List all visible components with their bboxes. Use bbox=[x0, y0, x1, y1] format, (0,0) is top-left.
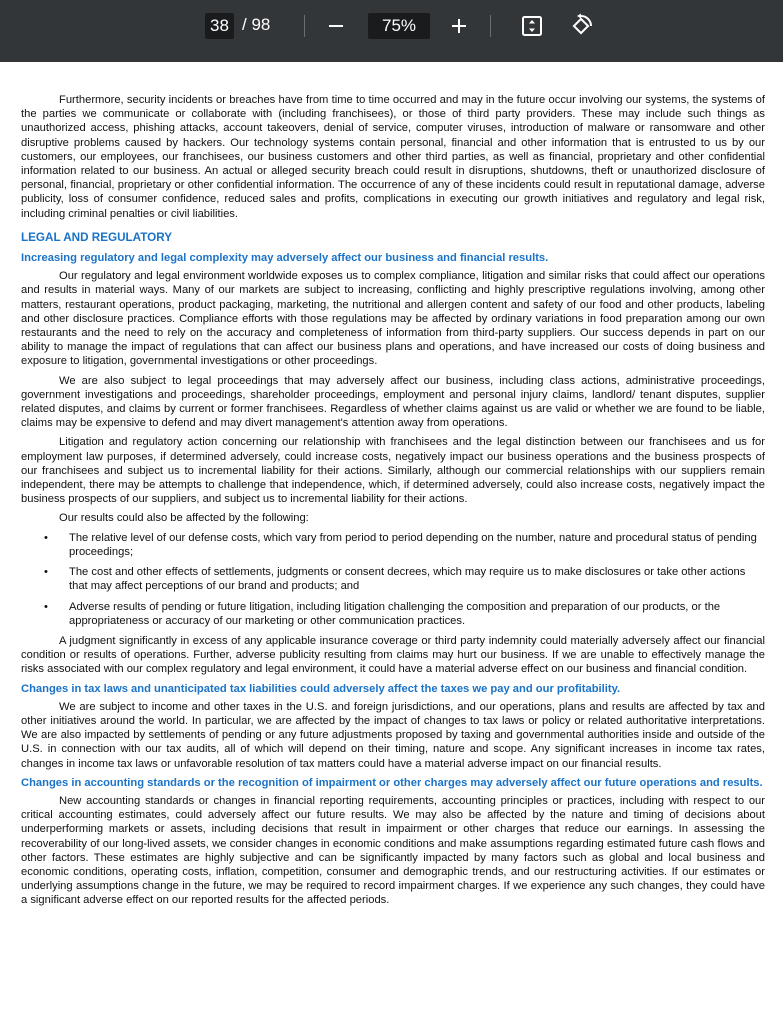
zoom-in-button[interactable] bbox=[447, 14, 471, 38]
paragraph: Our regulatory and legal environment worldwide exposes us to complex compliance, litigation and similar risks that could affect our operations and results in material ways. Many of our markets are subject to increasing, conflicting and highly prescriptive regulations involving, among other matters, restaurant operations, product packaging, marketing, the nutritional and allergen content and safety of our food and other products, labeling and other disclosure practices. Compliance efforts with those regulations may be affected by ordinary variations in food preparation among our own restaurants and the need to rely on the accuracy and completeness of information from third-party suppliers. Our success depends in part on our ability to manage the impact of regulations that can affect our business plans and operations, and have increased our costs of doing business and exposure to litigation, governmental investigations or other proceedings. bbox=[21, 270, 765, 368]
rotate-icon bbox=[568, 13, 594, 39]
toolbar-divider bbox=[490, 15, 491, 37]
subsection-heading: Increasing regulatory and legal complexity may adversely affect our business and financial results. bbox=[21, 252, 549, 265]
paragraph: We are also subject to legal proceedings that may adversely affect our business, including class actions, administrative proceedings, government investigations and proceedings, shareholder proceedings, employment and personal injury claims, landlord/ tenant disputes, supplier related disputes, and claims by current or former franchisees. Regardless of whether claims against us are valid or whether we are found to be liable, claims may be expensive to defend and may divert management's attention away from operations. bbox=[21, 374, 765, 430]
rotate-button[interactable] bbox=[568, 13, 594, 39]
bullet-text: Adverse results of pending or future litigation, including litigation challenging the composition and preparation of our products, or the appropriateness or accuracy of our marketing or other communication practices. bbox=[69, 600, 721, 627]
subsection-heading: Changes in accounting standards or the recognition of impairment or other charges may adversely affect our future operations and results. bbox=[21, 776, 763, 789]
subsection-heading: Changes in tax laws and unanticipated tax liabilities could adversely affect the taxes we pay and our profitability. bbox=[21, 682, 621, 695]
bullet-list bbox=[21, 531, 765, 628]
plus-icon bbox=[450, 17, 468, 35]
page-total: / 98 bbox=[242, 15, 271, 34]
document-content bbox=[21, 93, 765, 913]
bullet-glyph: • bbox=[44, 600, 48, 613]
pdf-toolbar bbox=[0, 0, 783, 62]
document-page bbox=[0, 62, 783, 1024]
bullet-glyph: • bbox=[44, 531, 48, 544]
zoom-out-button[interactable] bbox=[324, 14, 348, 38]
paragraph: New accounting standards or changes in financial reporting requirements, accounting principles or practices, including with respect to our critical accounting estimates, could adversely affect our future results. We may also be affected by the nature and timing of decisions about underperforming markets or assets, including decisions that result in impairment or other charges that reduce our earnings. In assessing the recoverability of our long-lived assets, we consider changes in economic conditions and make assumptions regarding estimated future cash flows and other factors. These estimates are highly subjective and can be significantly impacted by many factors such as global and local business and economic conditions, operating costs, inflation, competition, consumer and demographic trends, and our restructuring activities. If our estimates or underlying assumptions change in the future, we may be required to record impairment charges. If we experience any such changes, they could have a significant adverse effect on our reported results for the affected periods. bbox=[21, 794, 765, 907]
minus-icon bbox=[327, 17, 345, 35]
list-item bbox=[21, 565, 765, 593]
toolbar-divider bbox=[304, 15, 305, 37]
fit-page-icon bbox=[521, 15, 543, 37]
list-item bbox=[21, 531, 765, 559]
paragraph: Litigation and regulatory action concerning our relationship with franchisees and the legal distinction between our franchisees and us for employment law purposes, if determined adversely, could increase costs, negatively impact our business operations and the business prospects of our franchisees and subject us to incremental liability for their actions. Similarly, although our commercial relationships with our suppliers remain independent, there may be attempts to challenge that independence, which, if determined adversely, could also increase costs, negatively impact the business prospects of our suppliers, and subject us to incremental liability for their actions. bbox=[21, 436, 765, 506]
fit-page-button[interactable] bbox=[520, 14, 544, 38]
bullet-glyph: • bbox=[44, 566, 48, 579]
paragraph: Our results could also be affected by the following: bbox=[59, 512, 309, 525]
zoom-level-input[interactable]: 75% bbox=[368, 13, 430, 39]
paragraph: A judgment significantly in excess of any applicable insurance coverage or third party indemnity could materially adversely affect our financial condition or results of operations. Further, adverse publicity resulting from claims may hurt our business. If we are unable to effectively manage the risks associated with our complex regulatory and legal environment, it could have a material adverse effect on our business and financial condition. bbox=[21, 634, 765, 676]
list-item bbox=[21, 600, 765, 628]
section-heading: LEGAL AND REGULATORY bbox=[21, 230, 173, 244]
intro-paragraph: Furthermore, security incidents or breaches have from time to time occurred and may in the future occur involving our systems, the systems of the parties we communicate or collaborate with (including franchisees), or those of third party providers. These may include such things as unauthorized access, phishing attacks, account takeovers, denial of service, computer viruses, introduction of malware or ransomware and other disruptive problems caused by hackers. Our technology systems contain personal, financial and other information that is entrusted to us by our customers, our employees, our franchisees, our business customers and other third parties, as well as financial, proprietary and other confidential information related to our business. An actual or alleged security breach could result in disruptions, shutdowns, theft or unauthorized disclosure of personal, financial, proprietary or other confidential information. The occurrence of any of these incidents could result in reputational damage, adverse publicity, loss of consumer confidence, reduced sales and profits, complications in executing our growth initiatives and regulatory and legal risk, including criminal penalties or civil liabilities. bbox=[21, 94, 765, 220]
page-number-input[interactable]: 38 bbox=[205, 13, 234, 39]
paragraph: We are subject to income and other taxes in the U.S. and foreign jurisdictions, and our operations, plans and results are affected by tax and other initiatives around the world. In particular, we are affected by the impact of changes to tax laws or policy or related authoritative interpretations. We are also impacted by settlements of pending or any future adjustments proposed by taxing and governmental authorities inside and outside of the U.S. in connection with our tax audits, all of which will depend on their timing, nature and scope. Any significant increases in income tax rates, changes in income tax laws or unfavorable resolution of tax matters could have a material adverse impact on our financial results. bbox=[21, 700, 765, 770]
bullet-text: The relative level of our defense costs, which vary from period to period depending on the number, nature and procedural status of pending proceedings; bbox=[69, 531, 757, 558]
bullet-text: The cost and other effects of settlements, judgments or consent decrees, which may require us to make disclosures or take other actions that may affect perceptions of our brand and products; and bbox=[69, 566, 746, 593]
